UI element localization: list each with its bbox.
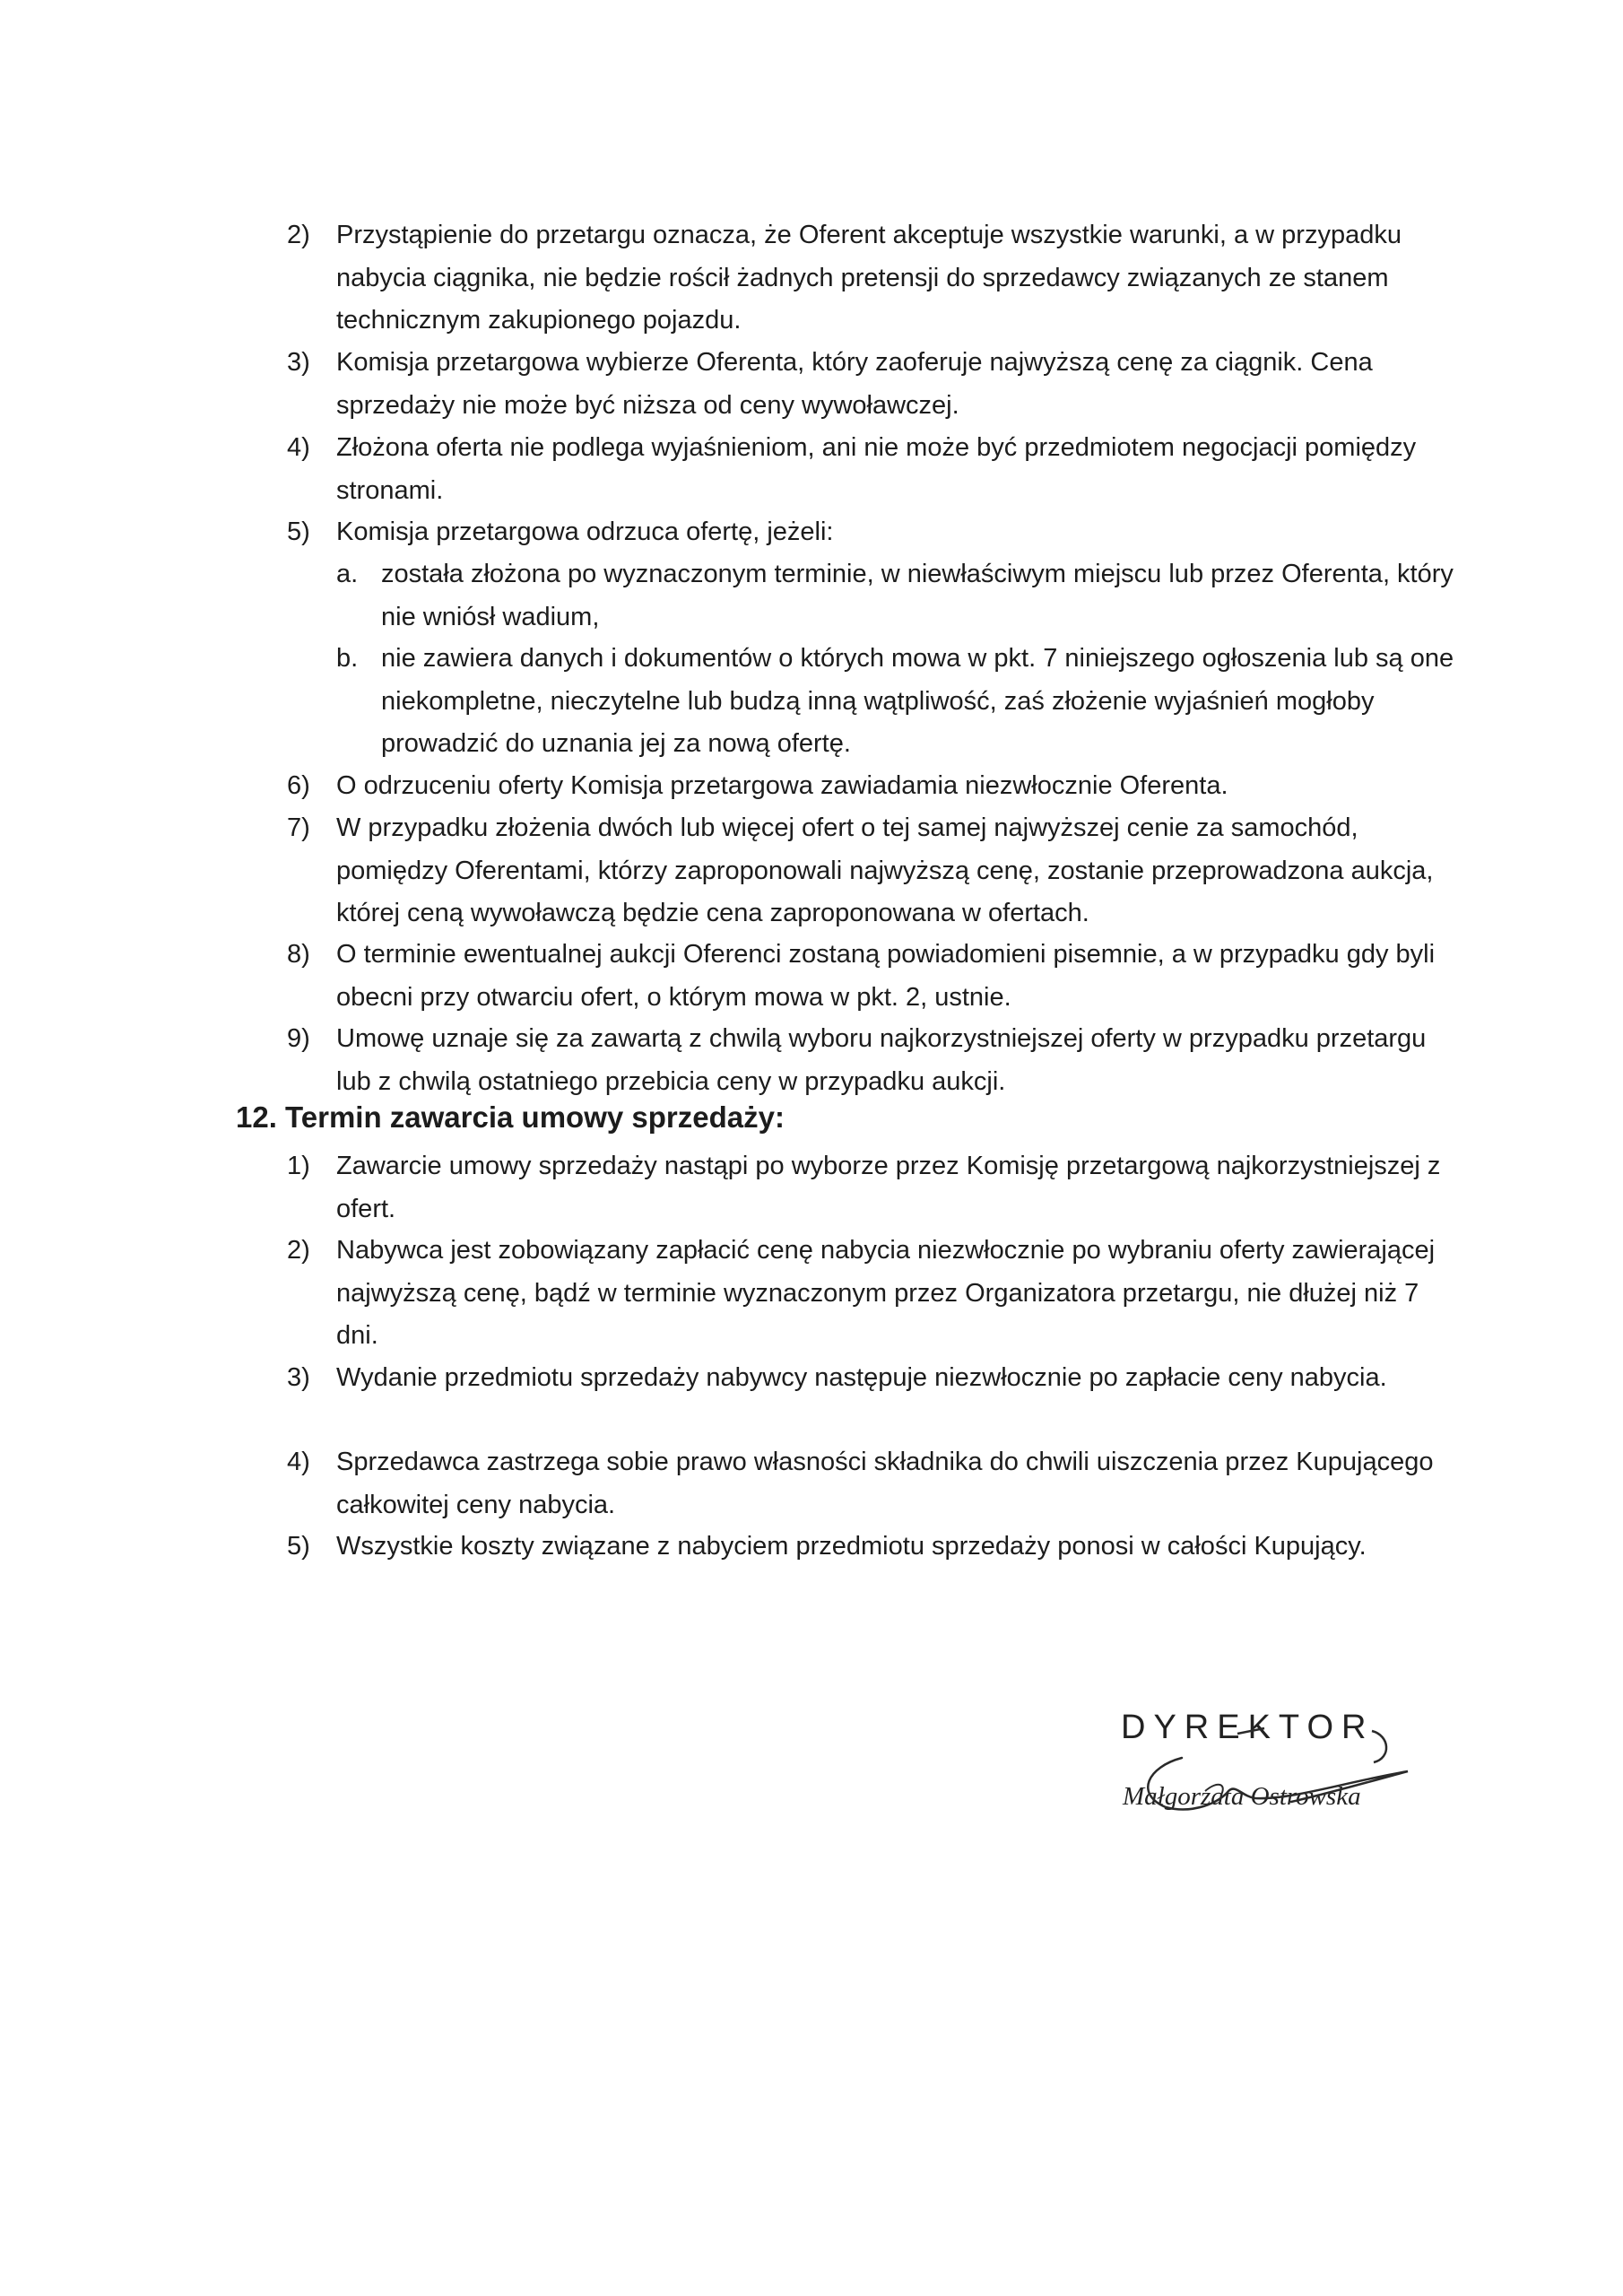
list-item — [287, 765, 1453, 808]
sub-item-letter: b. — [336, 644, 359, 673]
item-text: Sprzedawca zastrzega sobie prawo własności składnika do chwili uiszczenia przez Kupującego całkowitej ceny nabycia. — [336, 1448, 1434, 1519]
list-item — [287, 807, 1453, 935]
item-number: 4) — [287, 1448, 310, 1476]
item-number: 7) — [287, 813, 310, 842]
sub-list-item — [336, 638, 1457, 766]
list-item — [287, 1018, 1453, 1103]
sub-list-item — [336, 553, 1457, 639]
item-text: Umowę uznaje się za zawartą z chwilą wyboru najkorzystniejszej oferty w przypadku przetargu lub z chwilą ostatniego przebicia ceny w przypadku aukcji. — [336, 1024, 1427, 1096]
sub-item-text: nie zawiera danych i dokumentów o których mowa w pkt. 7 niniejszego ogłoszenia lub są one niekompletne, nieczytelne lub budzą inną wątpliwość, zaś złożenie wyjaśnień mogłoby prowadzić do uznania jej za nową ofertę. — [381, 644, 1454, 758]
item-number: 2) — [287, 221, 310, 249]
item-text: Przystąpienie do przetargu oznacza, że Oferent akceptuje wszystkie warunki, a w przypadku nabycia ciągnika, nie będzie rościł żadnych pretensji do sprzedawcy związanych ze stanem technicznym zakupionego pojazdu. — [336, 221, 1402, 335]
list-item — [287, 1357, 1453, 1400]
item-text: O odrzuceniu oferty Komisja przetargowa zawiadamia niezwłocznie Oferenta. — [336, 771, 1228, 800]
item-number: 5) — [287, 1532, 310, 1561]
item-number: 1) — [287, 1152, 310, 1180]
list-item — [287, 934, 1453, 1019]
handwritten-signature-icon — [1112, 1709, 1453, 1843]
item-number: 3) — [287, 1363, 310, 1392]
sub-item-letter: a. — [336, 560, 359, 588]
list-item — [287, 1145, 1453, 1231]
list-item — [287, 1526, 1453, 1569]
item-number: 2) — [287, 1236, 310, 1265]
item-number: 5) — [287, 517, 310, 546]
item-text: Wszystkie koszty związane z nabyciem przedmiotu sprzedaży ponosi w całości Kupujący. — [336, 1532, 1367, 1561]
item-text: O terminie ewentualnej aukcji Oferenci zostaną powiadomieni pisemnie, a w przypadku gdy byli obecni przy otwarciu ofert, o którym mowa w pkt. 2, ustnie. — [336, 940, 1436, 1012]
item-text: Nabywca jest zobowiązany zapłacić cenę nabycia niezwłocznie po wybraniu oferty zawierającej najwyższą cenę, bądź w terminie wyznaczonym przez Organizatora przetargu, nie dłużej niż 7 dni. — [336, 1236, 1436, 1350]
list-item — [287, 1230, 1453, 1358]
list-item — [287, 1441, 1453, 1526]
list-item — [287, 342, 1453, 427]
item-text: Komisja przetargowa odrzuca ofertę, jeżeli: — [336, 517, 834, 546]
item-number: 9) — [287, 1024, 310, 1053]
item-text: Złożona oferta nie podlega wyjaśnieniom, ani nie może być przedmiotem negocjacji pomiędzy stronami. — [336, 433, 1417, 505]
item-text: Wydanie przedmiotu sprzedaży nabywcy następuje niezwłocznie po zapłacie ceny nabycia. — [336, 1363, 1387, 1392]
item-text: Zawarcie umowy sprzedaży nastąpi po wyborze przez Komisję przetargową najkorzystniejszej z ofert. — [336, 1152, 1441, 1223]
item-number: 8) — [287, 940, 310, 969]
signature-title: DYREKTOR — [1121, 1709, 1375, 1746]
item-text: W przypadku złożenia dwóch lub więcej ofert o tej samej najwyższej cenie za samochód, pomiędzy Oferentami, którzy zaproponowali najwyższą cenę, zostanie przeprowadzona aukcja, której ceną wywoławczą będzie cena zaproponowana w ofertach. — [336, 813, 1434, 927]
section-heading: 12. Termin zawarcia umowy sprzedaży: — [236, 1100, 785, 1134]
item-number: 4) — [287, 433, 310, 462]
sub-item-text: została złożona po wyznaczonym terminie, w niewłaściwym miejscu lub przez Oferenta, który nie wniósł wadium, — [381, 560, 1454, 631]
item-number: 3) — [287, 348, 310, 377]
list-item — [287, 511, 1453, 554]
item-number: 6) — [287, 771, 310, 800]
signature-name: Małgorzata Ostrowska — [1123, 1782, 1361, 1811]
item-text: Komisja przetargowa wybierze Oferenta, który zaoferuje najwyższą cenę za ciągnik. Cena sprzedaży nie może być niższa od ceny wywoławczej. — [336, 348, 1373, 420]
list-item — [287, 214, 1453, 343]
signature-stamp — [1112, 1709, 1453, 1843]
list-item — [287, 427, 1453, 512]
